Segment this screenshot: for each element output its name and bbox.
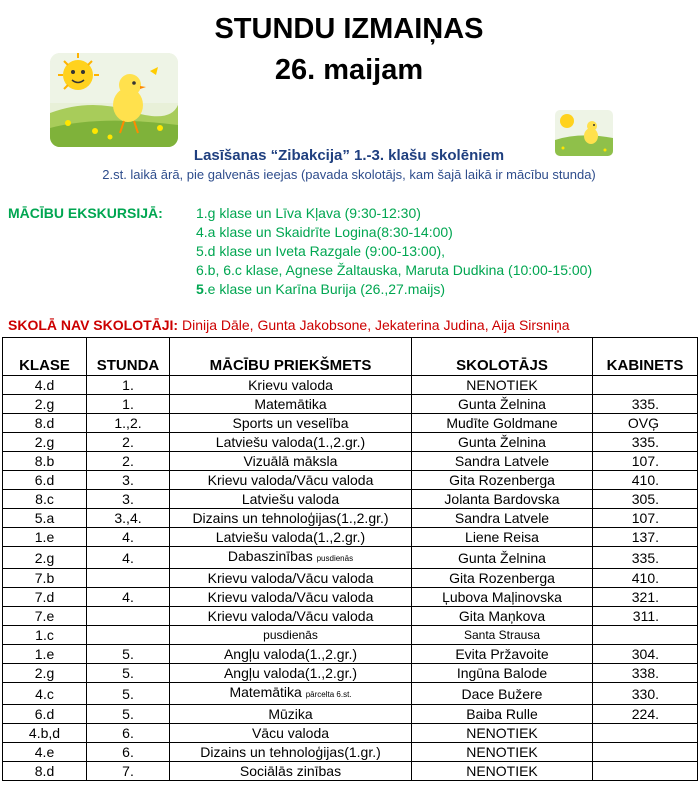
lesson-note: pārcelta 6.st. [305,690,352,699]
column-header-klase: KLASE [3,338,87,376]
sun-chick-illustration [50,53,178,147]
table-row: 1.e 5. Angļu valoda(1.,2.gr.) Evita Pržavoite 304. [3,645,698,664]
page-subtitle-date: 26. maijam [274,54,424,86]
excursion-item: 6.b, 6.c klase, Agnese Žaltauska, Maruta Dudkina (10:00-15:00) [196,262,593,278]
reading-event-title: Lasīšanas “Zibakcija” 1.-3. klašu skolēniem [193,147,505,164]
table-row: 1.c pusdienās Santa Strausa [3,626,698,645]
table-row: 7.d 4. Krievu valoda/Vācu valoda Ļubova Maļinovska 321. [3,588,698,607]
table-row: 4.b,d 6. Vācu valoda NENOTIEK [3,724,698,743]
column-header-kabinets: KABINETS [593,338,698,376]
excursion-item: 5.d klase un Iveta Razgale (9:00-13:00), [196,243,446,259]
table-row: 4.c 5. Matemātika pārcelta 6.st. Dace Bužere 330. [3,683,698,705]
table-row: 2.g 2. Latviešu valoda(1.,2.gr.) Gunta Želnina 335. [3,433,698,452]
absent-names: Dinija Dāle, Gunta Jakobsone, Jekaterina Judina, Aija Sirsniņa [178,317,570,333]
table-row: 7.e Krievu valoda/Vācu valoda Gita Maņkova 311. [3,607,698,626]
excursion-item: 1.g klase un Līva Kļava (9:30-12:30) [196,205,421,221]
table-row: 8.c 3. Latviešu valoda Jolanta Bardovska 305. [3,490,698,509]
table-row: 2.g 4. Dabaszinības pusdienās Gunta Želnina 335. [3,547,698,569]
schedule-changes-table [2,337,698,781]
lesson-note: pusdienās [316,554,354,563]
column-header-skolotajs: SKOLOTĀJS [412,338,593,376]
absent-label: SKOLĀ NAV SKOLOTĀJI: [8,317,179,333]
absent-teachers [8,317,570,333]
column-header-prieksmets: MĀCĪBU PRIEKŠMETS [170,338,412,376]
table-row: 6.d 5. Mūzika Baiba Rulle 224. [3,705,698,724]
table-row: 2.g 5. Angļu valoda(1.,2.gr.) Ingūna Balode 338. [3,664,698,683]
table-row: 7.b Krievu valoda/Vācu valoda Gita Rozenberga 410. [3,569,698,588]
table-row: 1.e 4. Latviešu valoda(1.,2.gr.) Liene Reisa 137. [3,528,698,547]
excursion-item: 4.a klase un Skaidrīte Logina(8:30-14:00) [196,224,453,240]
excursion-label: MĀCĪBU EKSKURSIJĀ: [8,205,163,221]
table-row: 8.b 2. Vizuālā māksla Sandra Latvele 107. [3,452,698,471]
table-row: 6.d 3. Krievu valoda/Vācu valoda Gita Rozenberga 410. [3,471,698,490]
table-row: 4.e 6. Dizains un tehnoloģijas(1.gr.) NENOTIEK [3,743,698,762]
table-row: 4.d 1. Krievu valoda NENOTIEK [3,376,698,395]
table-row: 8.d 7. Sociālās zinības NENOTIEK [3,762,698,781]
column-header-stunda: STUNDA [87,338,170,376]
table-row: 8.d 1.,2. Sports un veselība Mudīte Goldmane OVĢ [3,414,698,433]
table-header-row [3,338,698,376]
excursion-item: 5.e klase un Karīna Burija (26.,27.maijs) [196,281,446,297]
page-title: STUNDU IZMAIŅAS [214,13,484,45]
table-row: 5.a 3.,4. Dizains un tehnoloģijas(1.,2.gr.) Sandra Latvele 107. [3,509,698,528]
reading-event-note: 2.st. laikā ārā, pie galvenās ieejas (pavada skolotājs, kam šajā laikā ir mācību stunda) [102,167,596,182]
table-row: 2.g 1. Matemātika Gunta Želnina 335. [3,395,698,414]
